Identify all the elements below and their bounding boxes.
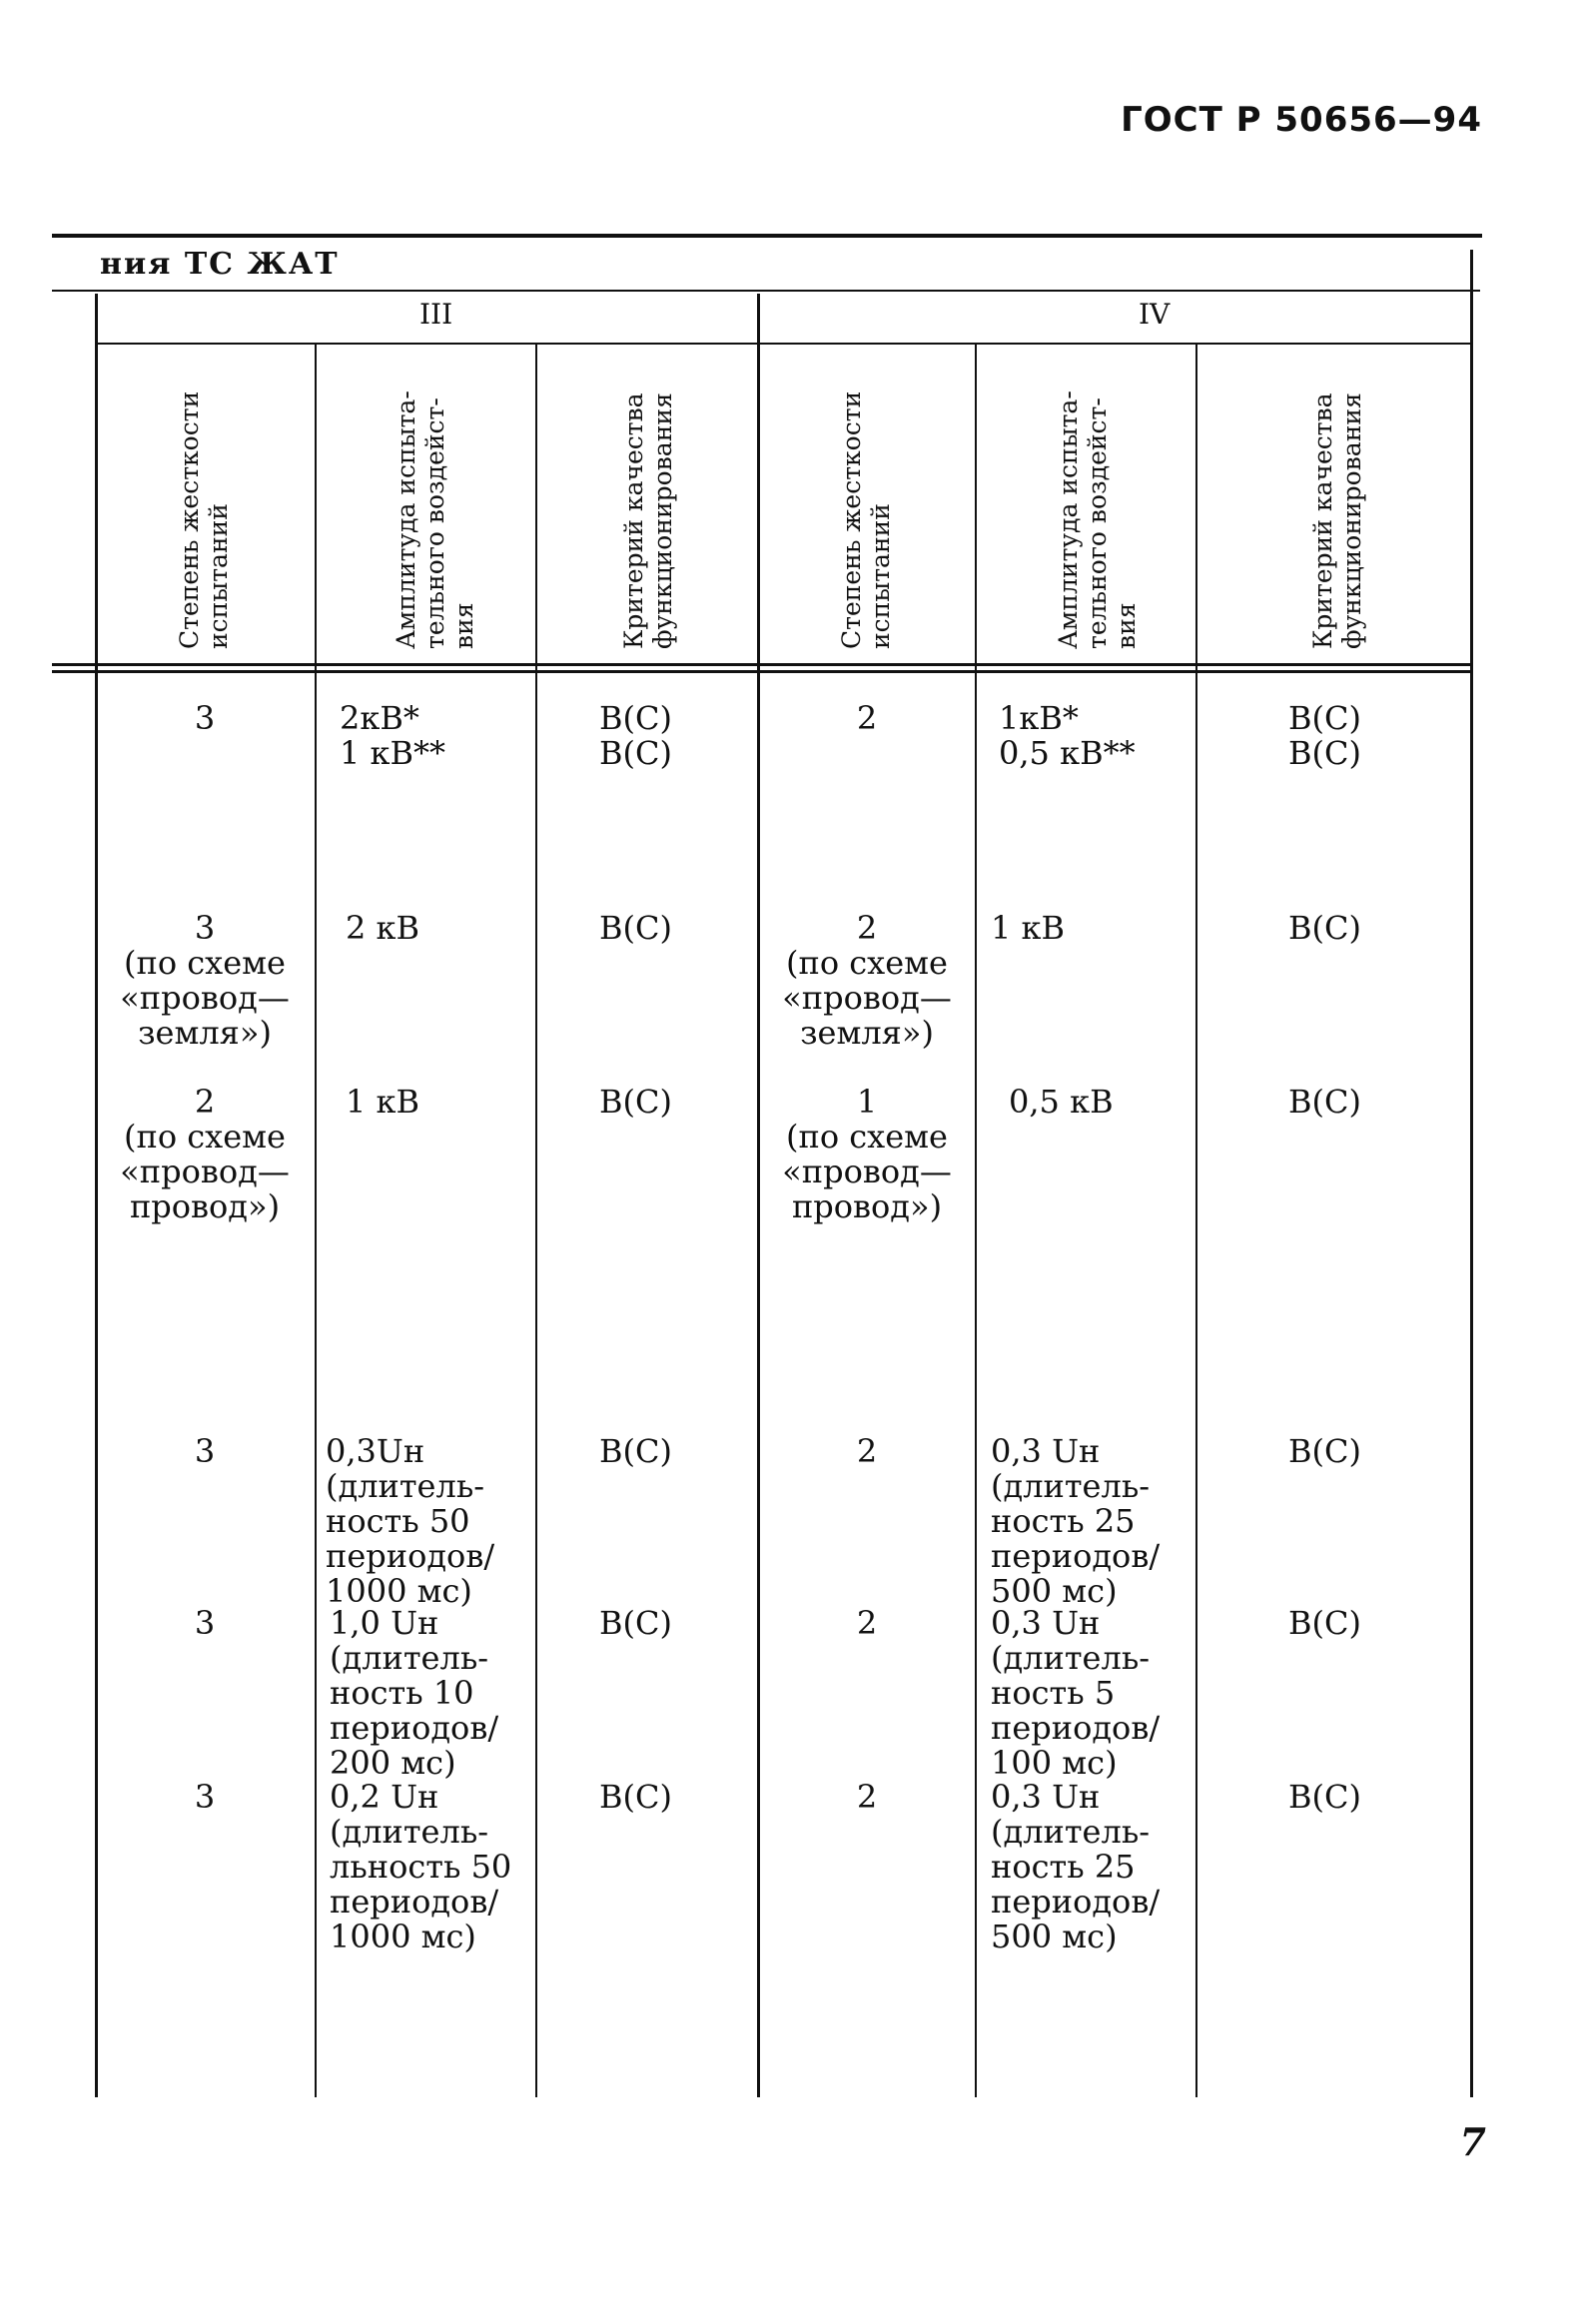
row2-criterion-iii: В(С) (599, 909, 672, 947)
row3-amplitude-iv: 0,5 кВ (1009, 1083, 1114, 1121)
row3-severity-iii: 2 (по схеме «провод— провод») (120, 1083, 290, 1225)
header-double-rule-bottom (52, 670, 1470, 673)
column-rule-5 (975, 345, 977, 2097)
column-rule-6 (1195, 345, 1197, 2097)
column-rule-2 (315, 345, 317, 2097)
group-header-iii: III (419, 298, 453, 331)
row5-amplitude-iv: 0,3 Uн (длитель- ность 5 периодов/ 100 мс) (991, 1604, 1161, 1782)
row5-amplitude-iii: 1,0 Uн (длитель- ность 10 периодов/ 200 мс) (330, 1604, 499, 1782)
row1-severity-iv: 2 (856, 699, 878, 737)
row1-severity-iii: 3 (194, 699, 216, 737)
row3-severity-iv: 1 (по схеме «провод— провод») (782, 1083, 952, 1225)
row4-criterion-iii: В(С) (599, 1432, 672, 1470)
row6-criterion-iii: В(С) (599, 1778, 672, 1816)
header-double-rule-top (52, 663, 1470, 666)
row2-amplitude-iv: 1 кВ (991, 909, 1066, 947)
row4-amplitude-iii: 0,3Uн (длитель- ность 50 периодов/ 1000 мс) (326, 1432, 495, 1610)
row3-criterion-iv: В(С) (1288, 1083, 1361, 1121)
table-right-border (1470, 250, 1473, 2097)
row6-severity-iv: 2 (856, 1778, 878, 1816)
row3-criterion-iii: В(С) (599, 1083, 672, 1121)
table-top-rule (52, 234, 1482, 238)
document-title: ГОСТ Р 50656—94 (1121, 100, 1482, 140)
row1-amplitude-iii: 2кВ* 1 кВ** (340, 699, 446, 772)
row1-amplitude-iv: 1кВ* 0,5 кВ** (999, 699, 1136, 772)
row6-amplitude-iii: 0,2 Uн (длитель- льность 50 периодов/ 1000 мс) (330, 1778, 512, 1955)
group-header-iv: IV (1139, 298, 1171, 331)
row1-criterion-iv: В(С) В(С) (1288, 699, 1361, 772)
table-continuation-label: ния ТС ЖАТ (100, 247, 340, 282)
row5-criterion-iv: В(С) (1288, 1604, 1361, 1642)
row5-severity-iv: 2 (856, 1604, 878, 1642)
row1-criterion-iii: В(С) В(С) (599, 699, 672, 772)
column-rule-left (95, 294, 98, 2097)
column-rule-3 (535, 345, 537, 2097)
row3-amplitude-iii: 1 кВ (346, 1083, 420, 1121)
row5-criterion-iii: В(С) (599, 1604, 672, 1642)
row6-amplitude-iv: 0,3 Uн (длитель- ность 25 периодов/ 500 мс) (991, 1778, 1161, 1955)
row2-criterion-iv: В(С) (1288, 909, 1361, 947)
group-divider (757, 294, 760, 2097)
row6-severity-iii: 3 (194, 1778, 216, 1816)
table-subrule (52, 290, 1480, 292)
row4-severity-iii: 3 (194, 1432, 216, 1470)
row2-severity-iv: 2 (по схеме «провод— земля») (782, 909, 952, 1052)
row2-amplitude-iii: 2 кВ (346, 909, 420, 947)
group-header-rule (97, 343, 1470, 345)
row2-severity-iii: 3 (по схеме «провод— земля») (120, 909, 290, 1052)
row5-severity-iii: 3 (194, 1604, 216, 1642)
row4-criterion-iv: В(С) (1288, 1432, 1361, 1470)
row6-criterion-iv: В(С) (1288, 1778, 1361, 1816)
page-number: 7 (1459, 2119, 1486, 2164)
row4-amplitude-iv: 0,3 Uн (длитель- ность 25 периодов/ 500 мс) (991, 1432, 1161, 1610)
row4-severity-iv: 2 (856, 1432, 878, 1470)
